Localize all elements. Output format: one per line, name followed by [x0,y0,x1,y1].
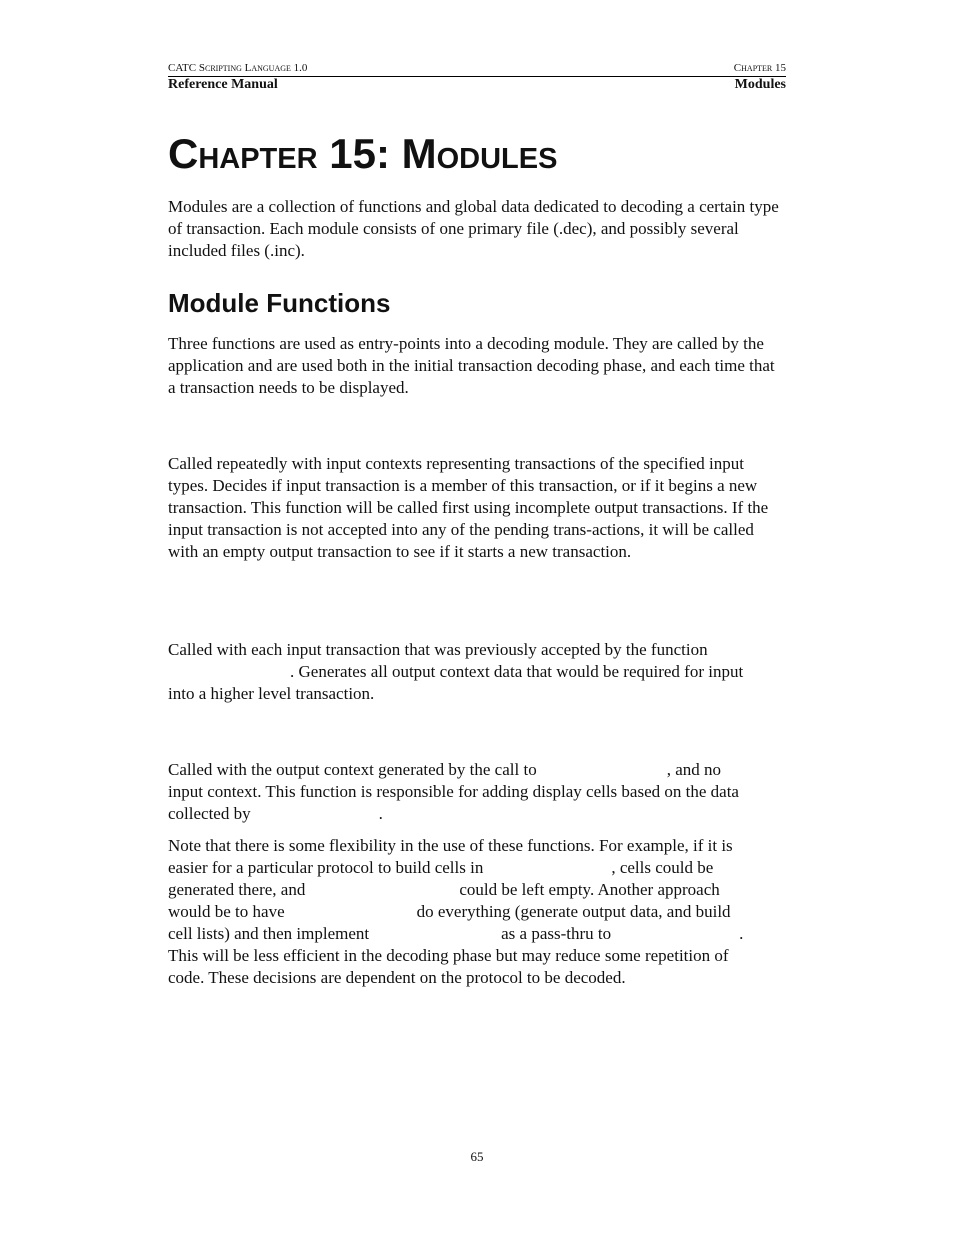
build-cell-list-description [168,759,786,825]
note-line-2: easier for a particular protocol to build cells in , cells could be [168,858,714,877]
running-header-title: CATC Scripting Language 1.0 [168,62,308,74]
note-line-5: cell lists) and then implement as a pass-thru to . [168,924,744,943]
page-number: 65 [470,1149,484,1164]
build-cell-list-line-2: input context. This function is responsible for adding display cells based on the data [168,782,739,801]
note-line-3: generated there, and could be left empty. Another approach [168,880,720,899]
chapter-title: Chapter 15: Modules [168,130,558,177]
collect-data-line-1: Called with each input transaction that was previously accepted by the function [168,640,708,659]
build-cell-list-line-3: collected by . [168,804,383,823]
intro-paragraph: Modules are a collection of functions and global data dedicated to decoding a certain type of transaction. Each module consists of one primary file (.dec), and possibly several included files (.inc). [168,197,779,260]
running-header-section: Modules [734,77,786,92]
collect-data-line-2: . Generates all output context data that would be required for input [290,662,744,681]
collect-data-line-3: into a higher level transaction. [168,684,375,703]
note-line-7: code. These decisions are dependent on the protocol to be decoded. [168,968,626,987]
process-transaction-description: Called repeatedly with input contexts representing transactions of the specified input types. Decides if input transaction is a member of this transaction, or if it begins a new transaction. This function will be called first using incomplete output transactions. If the input transaction is not accepted into any of the pending trans-actions, it will be called with an empty output transaction to see if it starts a new transaction. [168,454,769,561]
build-cell-list-line-1: Called with the output context generated by the call to , and no [168,760,721,779]
running-header-subtitle: Reference Manual [168,77,278,92]
note-line-6: This will be less efficient in the decoding phase but may reduce some repetition of [168,946,729,965]
section-intro-paragraph: Three functions are used as entry-points into a decoding module. They are called by the application and are used both in the initial transaction decoding phase, and each time that a transaction needs to be displayed. [168,334,775,397]
collect-data-description [168,639,786,705]
running-header-chapter: Chapter 15 [733,62,786,74]
note-line-4: would be to have do everything (generate output data, and build [168,902,731,921]
section-title: Module Functions [168,288,391,318]
note-paragraph [168,835,786,989]
note-line-1: Note that there is some flexibility in the use of these functions. For example, if it is [168,836,733,855]
